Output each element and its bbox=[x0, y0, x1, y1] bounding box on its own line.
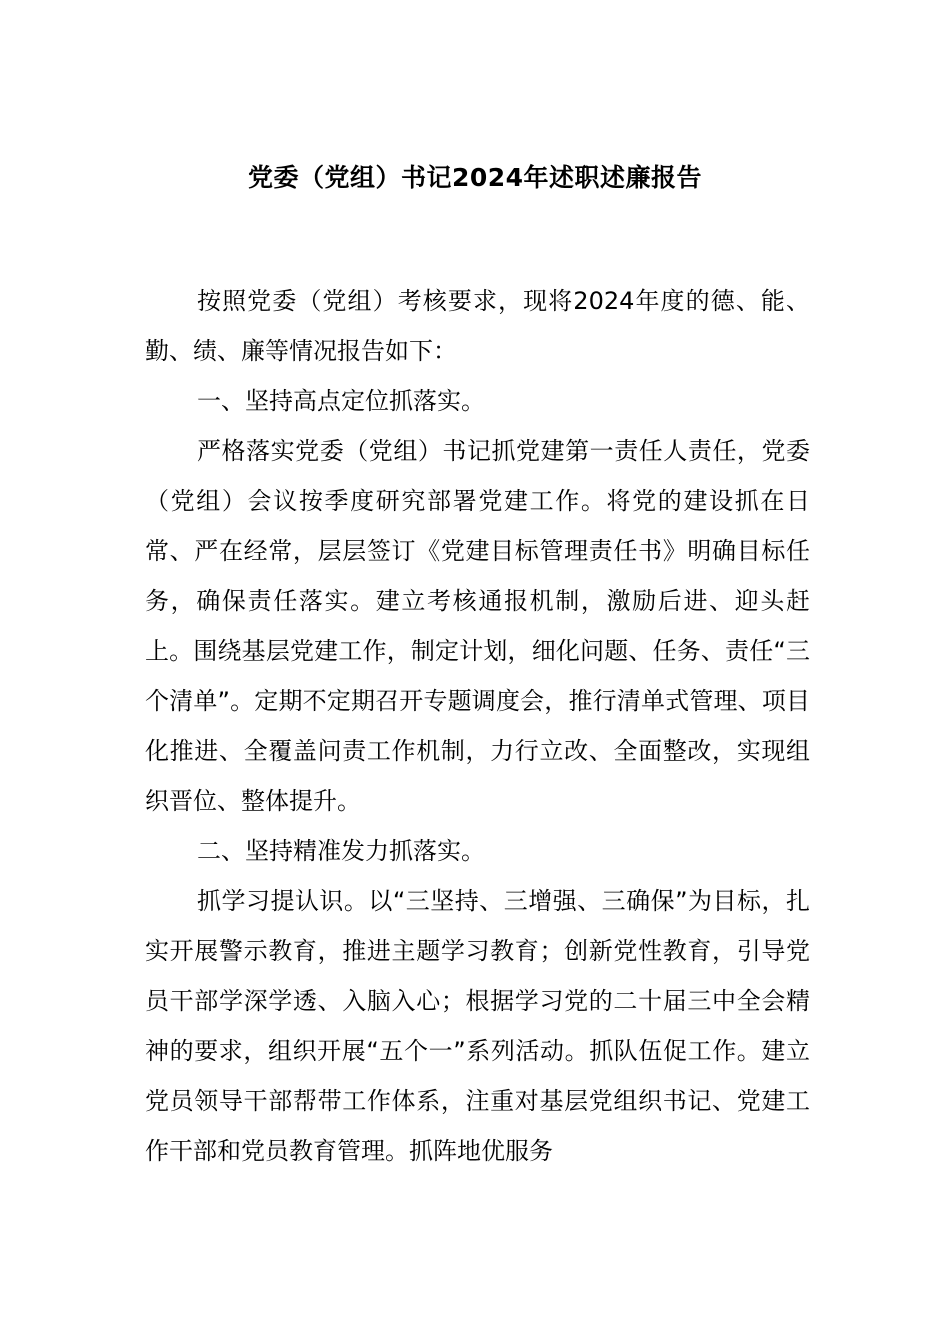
paragraph-section-2: 抓学习提认识。以“三坚持、三增强、三确保”为目标，扎实开展警示教育，推进主题学习教育；创新党性教育，引导党员干部学深学透、入脑入心；根据学习党的二十届三中全会精神的要求，组织开展“五个一”系列活动。抓队伍促工作。建立党员领导干部帮带工作体系，注重对基层党组织书记、党建工作干部和党员教育管理。抓阵地优服务 bbox=[145, 887, 810, 1165]
section-heading-2: 二、坚持精准发力抓落实。 bbox=[197, 837, 485, 865]
paragraph-section-1: 严格落实党委（党组）书记抓党建第一责任人责任，党委（党组）会议按季度研究部署党建工作。将党的建设抓在日常、严在经常，层层签订《党建目标管理责任书》明确目标任务，确保责任落实。建立考核通报机制，激励后进、迎头赶上。围绕基层党建工作，制定计划，细化问题、任务、责任“三个清单”。定期不定期召开专题调度会，推行清单式管理、项目化推进、全覆盖问责工作机制，力行立改、全面整改，实现组织晋位、整体提升。 bbox=[145, 437, 810, 815]
section-heading-1: 一、坚持高点定位抓落实。 bbox=[197, 387, 485, 415]
document-body bbox=[145, 276, 810, 1176]
paragraph-intro: 按照党委（党组）考核要求，现将2024年度的德、能、勤、绩、廉等情况报告如下： bbox=[145, 287, 810, 365]
document-title: 党委（党组）书记2024年述职述廉报告 bbox=[247, 163, 703, 192]
